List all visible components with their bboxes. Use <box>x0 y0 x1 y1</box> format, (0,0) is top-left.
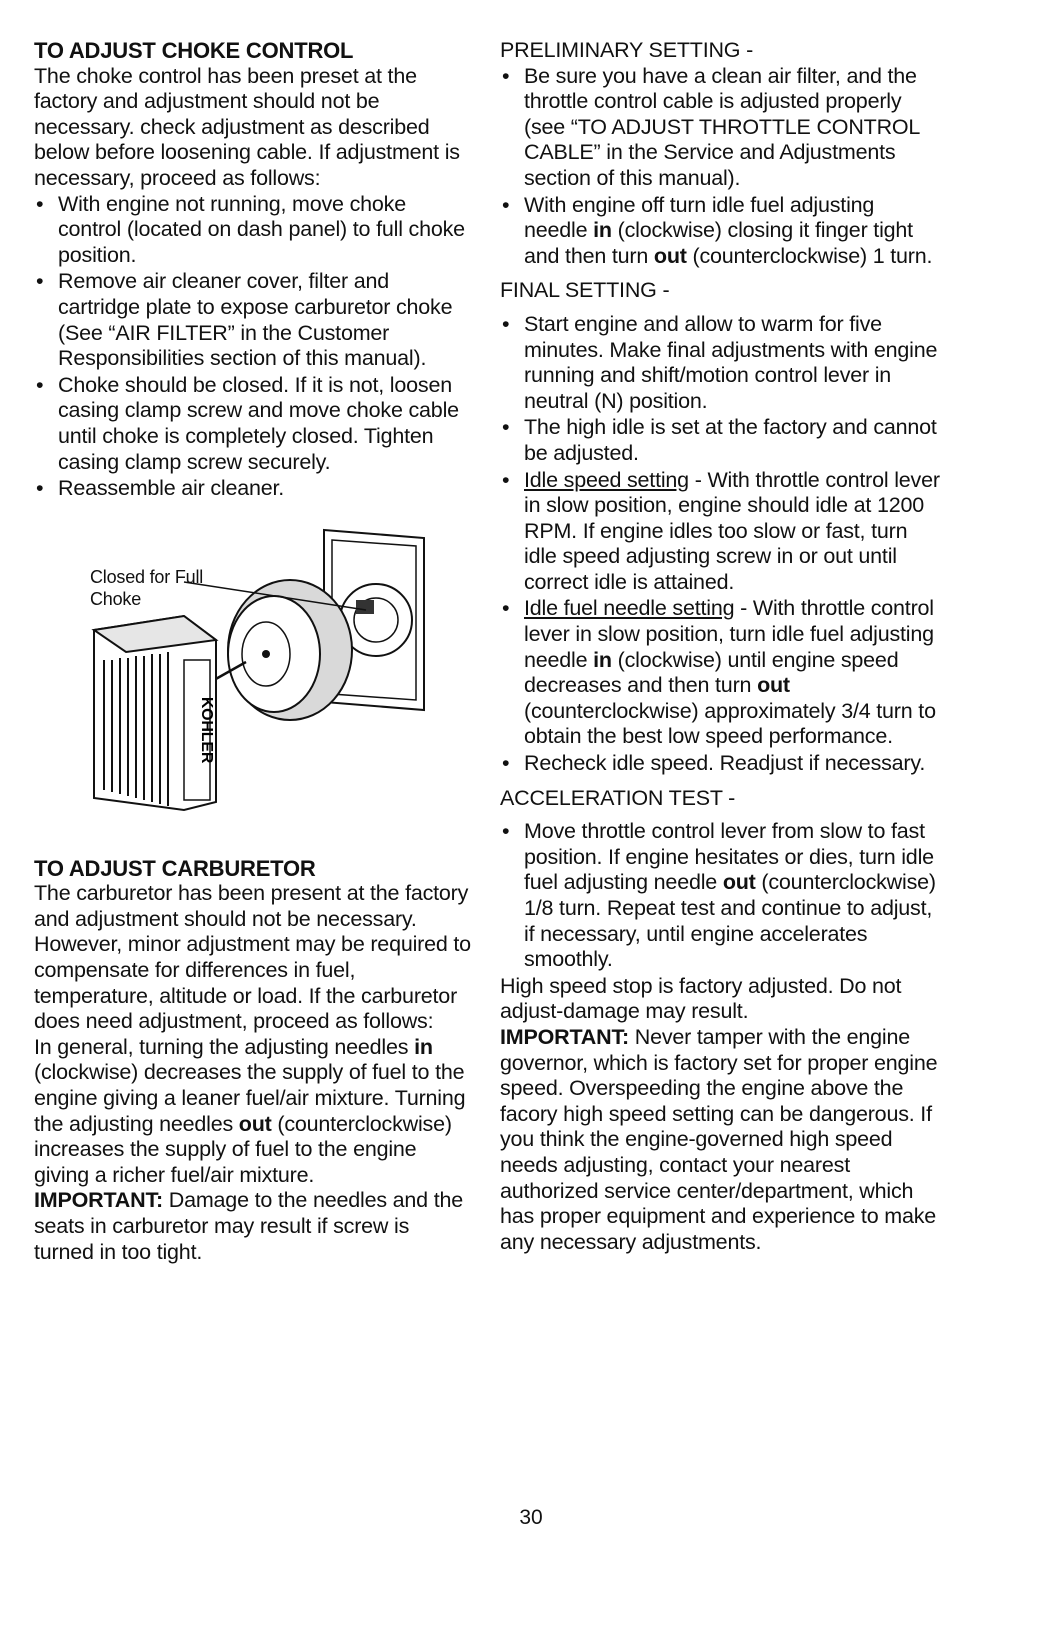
foam-filter <box>228 580 352 720</box>
choke-step: • Remove air cleaner cover, filter and cartridge plate to expose carburetor choke (See “AIR FILTER” in the Customer Responsibilities section of this manual). <box>34 269 474 371</box>
final-steps <box>500 312 940 777</box>
text-run: In general, turning the adjusting needles <box>34 1034 415 1059</box>
air-cleaner-cover <box>94 616 216 810</box>
final-step: • Start engine and allow to warm for five minutes. Make final adjustments with engine running and shift/motion control lever in neutral (N) position. <box>500 312 940 414</box>
final-heading: FINAL SETTING - <box>500 278 670 303</box>
text-run-bold: out <box>757 673 790 698</box>
carburetor-para1: The carburetor has been present at the factory and adjustment should not be necessary. However, minor adjustment may be required to compensate for differences in fuel, temperature, altitude or load. If the carburetor does need adjustment, proceed as follows: <box>34 881 471 1034</box>
brand-label: KOHLER <box>198 696 215 763</box>
text-run: (counterclockwise) 1/8 turn. Repeat test and continue to adjust, if necessary, until engine accelerates smoothly. <box>524 870 936 972</box>
right-column <box>500 38 940 1255</box>
preliminary-step <box>500 193 940 270</box>
acceleration-step <box>500 819 940 973</box>
choke-intro: The choke control has been preset at the factory and adjustment should not be necessary. check adjustment as described below before loosening cable. If adjustment is necessary, proceed as follows: <box>34 63 460 190</box>
text-run: (clockwise) decreases the supply of fuel to the engine giving a leaner fuel/air mixture. Turning the adjusting needles <box>34 1060 466 1136</box>
carburetor-para2 <box>34 1035 474 1189</box>
important-text: Damage to the needles and the seats in carburetor may result if screw is turned in too tight. <box>34 1188 463 1264</box>
high-speed-note: High speed stop is factory adjusted. Do not adjust-damage may result. <box>500 973 902 1024</box>
important-label: IMPORTANT: <box>34 1188 163 1213</box>
acceleration-steps <box>500 819 940 973</box>
carburetor-heading: TO ADJUST CARBURETOR <box>34 855 316 881</box>
acceleration-heading: ACCELERATION TEST - <box>500 785 736 810</box>
page-number: 30 <box>519 1506 543 1529</box>
figure-callout: Closed for Full Choke <box>90 566 204 609</box>
choke-heading: TO ADJUST CHOKE CONTROL <box>34 38 354 63</box>
important-label: IMPORTANT: <box>500 1024 629 1049</box>
text-run: (counterclockwise) approximately 3/4 turn to obtain the best low speed performance. <box>524 698 936 749</box>
text-run-bold: out <box>653 243 687 268</box>
text-run: Move throttle control lever from slow to fast position. If engine hesitates or dies, turn idle fuel adjusting needle <box>524 819 934 895</box>
final-step <box>500 468 940 596</box>
choke-steps <box>34 192 474 502</box>
preliminary-heading: PRELIMINARY SETTING - <box>500 38 754 62</box>
choke-step: • Reassemble air cleaner. <box>34 476 474 502</box>
choke-step: • Choke should be closed. If it is not, loosen casing clamp screw and move choke cable until choke is completely closed. Tighten casing clamp screw securely. <box>34 373 474 475</box>
air-cleaner-illustration <box>34 520 474 820</box>
text-run: (clockwise) closing it finger tight and then turn <box>524 218 913 268</box>
text-run: (counterclockwise) increases the supply of fuel to the engine giving a richer fuel/air mixture. <box>34 1111 452 1187</box>
text-run: - With throttle control lever in slow position, engine should idle at 1200 RPM. If engine idles too slow or fast, turn idle speed adjusting screw in or out until correct idle is attained. <box>524 467 940 594</box>
important-text: Never tamper with the engine governor, which is factory set for proper engine speed. Overspeeding the engine above the facory high speed setting can be dangerous. If you think the engine-governed high speed needs adjusting, contact your nearest authorized service center/department, which has proper equipment and experience to make any necessary adjustments. <box>500 1024 938 1254</box>
text-run-bold: in <box>593 218 612 243</box>
text-run: With engine off turn idle fuel adjusting needle <box>524 192 875 243</box>
carburetor-important <box>34 1188 474 1265</box>
governor-important <box>500 1025 940 1255</box>
final-step <box>500 596 940 750</box>
text-run-bold: out <box>238 1111 272 1136</box>
text-run-bold: in <box>414 1034 433 1059</box>
preliminary-steps <box>500 64 940 270</box>
air-cleaner-figure <box>34 520 474 820</box>
preliminary-step: • Be sure you have a clean air filter, and the throttle control cable is adjusted properly (see “TO ADJUST THROTTLE CONTROL CABLE” in the Service and Adjustments section of this manual). <box>500 64 940 192</box>
text-run-bold: in <box>593 647 612 672</box>
choke-step: • With engine not running, move choke control (located on dash panel) to full choke position. <box>34 192 474 269</box>
text-run: (counterclockwise) 1 turn. <box>686 243 933 268</box>
final-step: • The high idle is set at the factory and cannot be adjusted. <box>500 415 940 466</box>
text-run: - With throttle control lever in slow position, turn idle fuel adjusting needle <box>524 596 934 672</box>
step-label: Idle fuel needle setting <box>524 596 735 621</box>
text-run-bold: out <box>722 870 756 895</box>
left-column <box>34 38 474 1265</box>
final-step: • Recheck idle speed. Readjust if necessary. <box>500 751 940 777</box>
text-run: (clockwise) until engine speed decreases and then turn <box>524 647 899 698</box>
step-label: Idle speed setting <box>524 467 689 492</box>
